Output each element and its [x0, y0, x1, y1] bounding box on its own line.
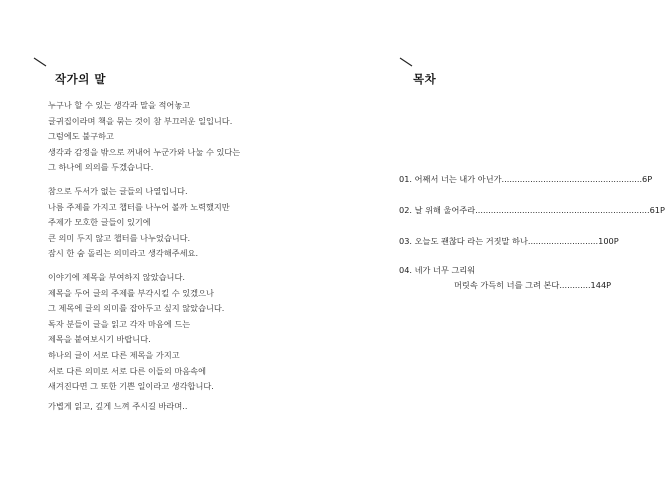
text-line: 새겨진다면 그 또한 기쁜 일이라고 생각합니다.: [48, 381, 214, 392]
text-line: 하나의 글이 서로 다른 제목을 가지고: [48, 349, 180, 360]
slash-decoration-icon: [399, 57, 413, 67]
toc-entry-02[interactable]: 02. 날 위해 울어주라...................................................................61P: [399, 205, 665, 215]
text-line: 주제가 모호한 글들이 있기에: [48, 217, 151, 228]
toc-entry-01[interactable]: 01. 어째서 너는 내가 아닌가......................................................6P: [399, 174, 653, 184]
text-line: 나름 주제를 가지고 챕터를 나누어 볼까 노력했지만: [48, 201, 230, 212]
slash-decoration-icon: [33, 57, 47, 67]
text-line: 그 제목에 글의 의미를 잡아두고 싶지 않았습니다.: [48, 303, 225, 314]
text-line: 잠시 한 숨 돌리는 의미라고 생각해주세요.: [48, 248, 199, 259]
toc-entry-04[interactable]: 04. 네가 너무 그리워: [399, 265, 476, 275]
text-line: 서로 다른 의미로 서로 다른 이들의 마음속에: [48, 365, 206, 376]
text-line: 그럼에도 불구하고: [48, 131, 114, 142]
text-line: 그 하나에 의의를 두겠습니다.: [48, 162, 154, 173]
text-line: 참으로 두서가 없는 글들의 나열입니다.: [48, 186, 188, 196]
text-line: 큰 의미 두지 않고 챕터를 나누었습니다.: [48, 232, 191, 243]
page-title: 작가의 말: [55, 72, 106, 86]
paragraph-1: [48, 98, 318, 176]
right-page: [334, 0, 669, 496]
paragraph-4: [48, 399, 318, 415]
text-line: 생각과 감정을 밖으로 꺼내어 누군가와 나눌 수 있다는: [48, 146, 241, 157]
text-line: 이야기에 제목을 부여하지 않았습니다.: [48, 272, 185, 282]
text-line: 누구나 할 수 있는 생각과 말을 적어놓고: [48, 100, 191, 110]
toc-title: 목차: [413, 72, 437, 86]
text-line: 가볍게 읽고, 깊게 느껴 주시길 바라며..: [48, 401, 188, 411]
text-line: 독자 분들이 글을 읽고 각자 마음에 드는: [48, 318, 191, 329]
paragraph-3: [48, 270, 318, 395]
toc-entry-03[interactable]: 03. 오늘도 괜찮다 라는 거짓말 하나...........................100P: [399, 236, 619, 246]
text-line: 제목을 두어 글의 주제를 부각시킬 수 있겠으나: [48, 287, 214, 298]
toc-entry-04-subtitle[interactable]: 머릿속 가득히 너를 그려 본다............144P: [454, 280, 612, 290]
left-page: [0, 0, 334, 496]
text-line: 글귀집이라며 책을 묶는 것이 참 부끄러운 일입니다.: [48, 115, 233, 126]
text-line: 제목을 붙여보시기 바랍니다.: [48, 334, 151, 345]
paragraph-2: [48, 184, 318, 262]
